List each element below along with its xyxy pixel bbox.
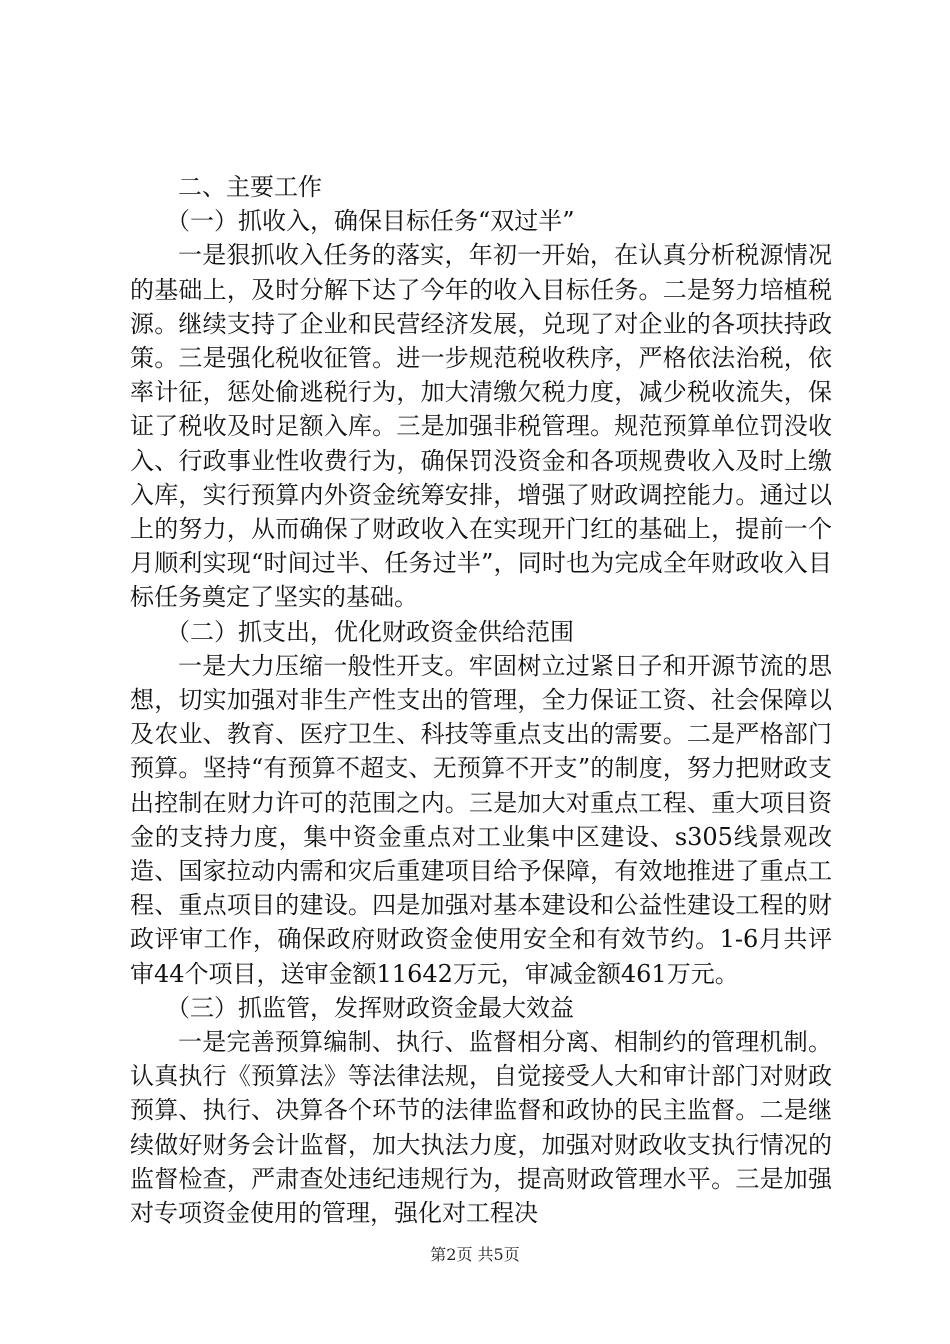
paragraph-income: 一是狠抓收入任务的落实，年初一开始，在认真分析税源情况的基础上，及时分解下达了今年的收入目标任务。二是努力培植税源。继续支持了企业和民营经济发展，兑现了对企业的各项扶持政策。三是强化税收征管。进一步规范税收秩序，严格依法治税，依率计征，惩处偷逃税行为，加大清缴欠税力度，减少税收流失，保证了税收及时足额入库。三是加强非税管理。规范预算单位罚没收入、行政事业性收费行为，确保罚没资金和各项规费收入及时上缴入库，实行预算内外资金统筹安排，增强了财政调控能力。通过以上的努力，从而确保了财政收入在实现开门红的基础上，提前一个月顺利实现“时间过半、任务过半”，同时也为完成全年财政收入目标任务奠定了坚实的基础。 [130, 241, 832, 612]
paragraph-expenditure: 一是大力压缩一般性开支。牢固树立过紧日子和开源节流的思想，切实加强对非生产性支出的管理，全力保证工资、社会保障以及农业、教育、医疗卫生、科技等重点支出的需要。二是严格部门预算。坚持“有预算不超支、无预算不开支”的制度，努力把财政支出控制在财力许可的范围之内。三是加大对重点工程、重大项目资金的支持力度，集中资金重点对工业集中区建设、s305线景观改造、国家拉动内需和灾后重建项目给予保障，有效地推进了重点工程、重点项目的建设。四是加强对基本建设和公益性建设工程的财政评审工作，确保政府财政资金使用安全和有效节约。1-6月共评审44个项目，送审金额11642万元，审减金额461万元。 [130, 651, 832, 988]
page-number-footer: 第2页 共5页 [430, 1245, 520, 1264]
subsection-heading-supervision: （三）抓监管，发挥财政资金最大效益 [166, 993, 574, 1022]
subsection-heading-income: （一）抓收入，确保目标任务“双过半” [166, 207, 575, 236]
paragraph-supervision: 一是完善预算编制、执行、监督相分离、相制约的管理机制。认真执行《预算法》等法律法规，自觉接受人大和审计部门对财政预算、执行、决算各个环节的法律监督和政协的民主监督。二是继续做好财务会计监督，加大执法力度，加强对财政收支执行情况的监督检查，严肃查处违纪违规行为，提高财政管理水平。三是加强对专项资金使用的管理，强化对工程决 [130, 1028, 832, 1228]
section-title: 二、主要工作 [178, 173, 322, 201]
document-body [130, 170, 832, 1230]
subsection-heading-expenditure: （二）抓支出，优化财政资金供给范围 [166, 617, 574, 646]
